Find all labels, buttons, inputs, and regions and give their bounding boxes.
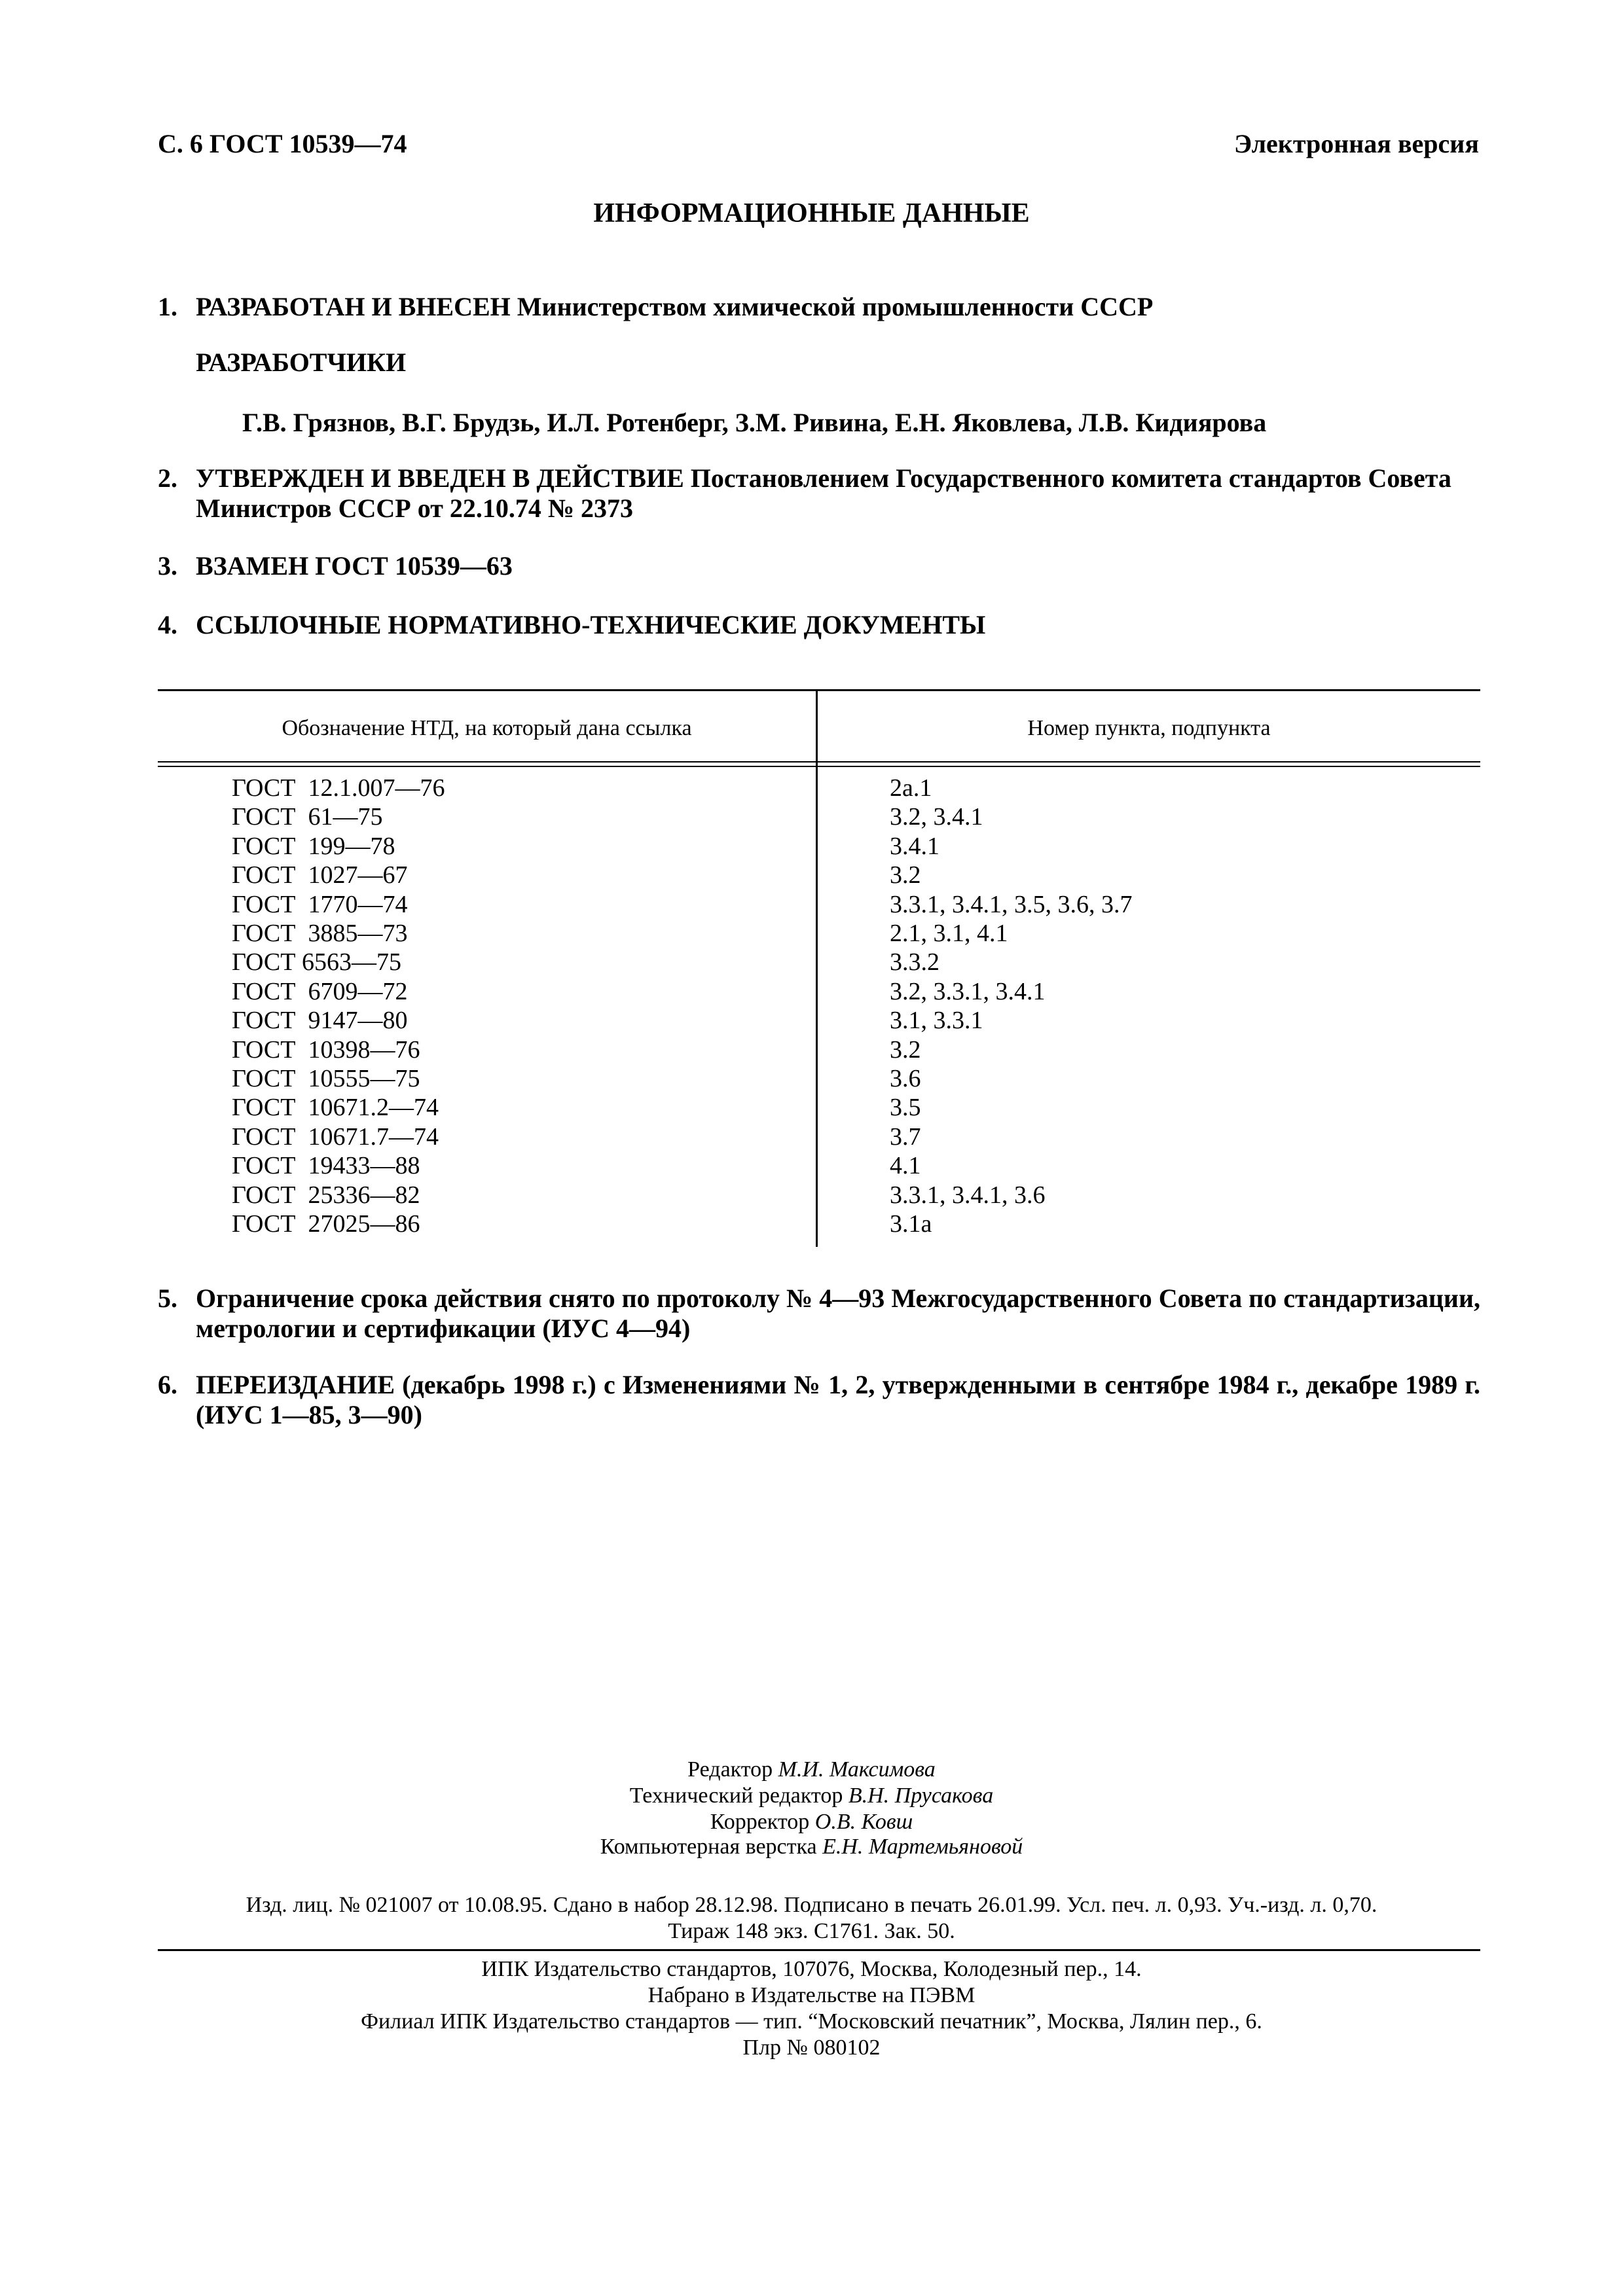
item-4 [158,610,1480,640]
table-header-doc: Обозначение НТД, на который дана ссылка [282,716,692,740]
item-number: 1. [158,292,177,321]
credit-layout [0,1834,1623,1860]
item-number: 6. [158,1370,177,1399]
table-cell-doc: ГОСТ 27025—86 [232,1210,420,1238]
table-cell-clause: 4.1 [890,1152,921,1180]
credit-corrector [0,1809,1623,1835]
table-cell-clause: 3.5 [890,1094,921,1122]
table-cell-doc: ГОСТ 19433—88 [232,1152,420,1180]
table-cell-clause: 3.3.1, 3.4.1, 3.6 [890,1181,1046,1209]
item-text: ССЫЛОЧНЫЕ НОРМАТИВНО-ТЕХНИЧЕСКИЕ ДОКУМЕНТЫ [196,610,986,639]
item-1 [158,292,1480,322]
table-column-docs [232,774,445,1239]
table-cell-doc: ГОСТ 3885—73 [232,920,408,948]
developers-list: Г.В. Грязнов, В.Г. Брудзь, И.Л. Ротенберг, З.М. Ривина, Е.Н. Яковлева, Л.В. Кидиярова [242,408,1267,437]
table-cell-doc: ГОСТ 6709—72 [232,977,408,1005]
table-cell-clause: 3.7 [890,1122,921,1151]
credit-name: М.И. Максимова [778,1757,936,1782]
item-number: 4. [158,610,177,639]
page-header-left: С. 6 ГОСТ 10539—74 [158,129,407,158]
table-top-rule [158,689,1480,691]
item-text: УТВЕРЖДЕН И ВВЕДЕН В ДЕЙСТВИЕ Постановлением Государственного комитета стандартов Совета Министров СССР от 22.10.74 № 2373 [196,463,1451,523]
developers-label: РАЗРАБОТЧИКИ [196,348,407,377]
item-5 [158,1283,1480,1344]
item-number: 3. [158,551,177,581]
table-cell-clause: 2.1, 3.1, 4.1 [890,920,1008,948]
table-cell-doc: ГОСТ 9147—80 [232,1007,408,1035]
table-cell-doc: ГОСТ 25336—82 [232,1181,420,1209]
imprint-line-3: ИПК Издательство стандартов, 107076, Москва, Колодезный пер., 14. [481,1957,1142,1981]
credit-tech-editor [0,1783,1623,1809]
table-cell-clause: 3.6 [890,1065,921,1093]
item-text: ВЗАМЕН ГОСТ 10539—63 [196,551,513,581]
credit-editor [0,1757,1623,1783]
credit-label: Корректор [710,1810,810,1834]
item-2 [158,463,1480,524]
imprint-line-5: Филиал ИПК Издательство стандартов — тип. “Московский печатник”, Москва, Лялин пер., 6. [361,2009,1262,2034]
imprint-line-1: Изд. лиц. № 021007 от 10.08.95. Сдано в набор 28.12.98. Подписано в печать 26.01.99. Усл. печ. л. 0,93. Уч.-изд. л. 0,70. [246,1893,1377,1917]
table-cell-doc: ГОСТ 12.1.007—76 [232,774,445,802]
page-title: ИНФОРМАЦИОННЫЕ ДАННЫЕ [593,198,1030,228]
credit-label: Технический редактор [629,1784,843,1808]
credit-name: О.В. Ковш [814,1810,913,1834]
table-header-rule-2 [158,766,1480,767]
table-cell-doc: ГОСТ 10671.2—74 [232,1094,439,1122]
imprint-line-6: Плр № 080102 [742,2036,881,2060]
item-text: ПЕРЕИЗДАНИЕ (декабрь 1998 г.) с Изменениями № 1, 2, утвержденными в сентябре 1984 г., декабре 1989 г. (ИУС 1—85, 3—90) [196,1370,1480,1429]
table-cell-clause: 3.2, 3.4.1 [890,803,983,831]
table-cell-doc: ГОСТ 61—75 [232,803,383,831]
table-cell-doc: ГОСТ 1027—67 [232,861,408,889]
table-column-clauses [890,774,1133,1239]
table-cell-doc: ГОСТ 10671.7—74 [232,1122,439,1151]
credit-label: Редактор [687,1757,773,1782]
item-3 [158,551,1480,581]
table-cell-doc: ГОСТ 10398—76 [232,1035,420,1064]
imprint-line-2: Тираж 148 экз. С1761. Зак. 50. [668,1919,955,1943]
item-6 [158,1370,1480,1430]
table-column-divider [816,689,818,1247]
table-cell-doc: ГОСТ 1770—74 [232,890,408,918]
table-header-clause: Номер пункта, подпункта [1027,716,1271,740]
imprint-line-4: Набрано в Издательстве на ПЭВМ [647,1983,976,2007]
table-cell-clause: 3.2, 3.3.1, 3.4.1 [890,977,1046,1005]
table-cell-clause: 3.3.2 [890,948,939,977]
table-cell-clause: 3.4.1 [890,832,939,860]
table-cell-clause: 3.1, 3.3.1 [890,1007,983,1035]
item-number: 2. [158,463,177,493]
table-header-rule-1 [158,761,1480,762]
table-cell-doc: ГОСТ 199—78 [232,832,395,860]
table-cell-doc: ГОСТ 10555—75 [232,1065,420,1093]
table-cell-clause: 3.1а [890,1210,932,1238]
table-cell-clause: 2а.1 [890,774,932,802]
imprint-rule [158,1949,1480,1951]
item-number: 5. [158,1283,177,1313]
table-cell-doc: ГОСТ 6563—75 [232,948,401,977]
credit-label: Компьютерная верстка [600,1835,817,1859]
item-text: Ограничение срока действия снято по протоколу № 4—93 Межгосударственного Совета по стандартизации, метрологии и сертификации (ИУС 4—94) [196,1283,1480,1343]
table-cell-clause: 3.2 [890,1035,921,1064]
table-cell-clause: 3.2 [890,861,921,889]
page-header-right: Электронная версия [1233,129,1479,158]
credit-name: Е.Н. Мартемьяновой [822,1835,1023,1859]
credit-name: В.Н. Прусакова [848,1784,994,1808]
table-cell-clause: 3.3.1, 3.4.1, 3.5, 3.6, 3.7 [890,890,1133,918]
item-text: РАЗРАБОТАН И ВНЕСЕН Министерством химической промышленности СССР [196,292,1154,321]
